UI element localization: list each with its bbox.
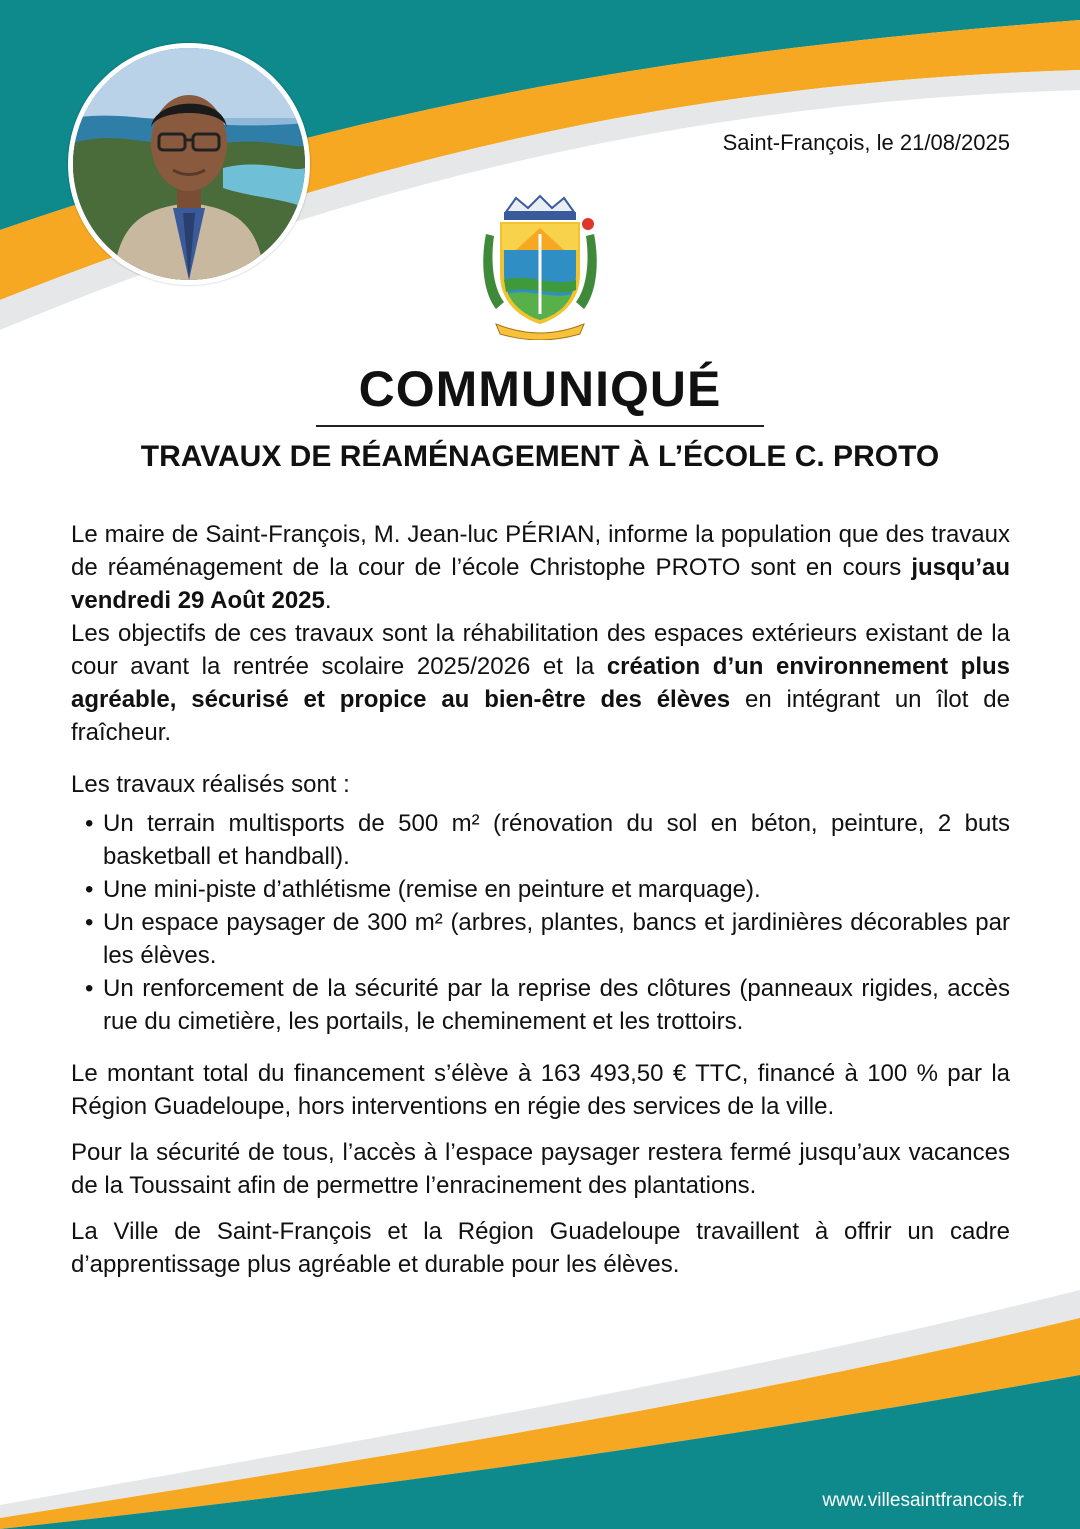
spacer [71,1038,1010,1057]
bullet-icon: • [85,810,94,837]
closing-paragraph: La Ville de Saint-François et la Région Guadeloupe travaillent à offrir un cadre d’apprentissage plus agréable et durable pour les élèves. [71,1218,1010,1278]
list-item-text: Un renforcement de la sécurité par la reprise des clôtures (panneaux rigides, accès rue du cimetière, les portails, le cheminement et les trottoirs. [103,975,1010,1035]
spacer [71,1202,1010,1215]
intro-paragraph-2 [71,617,1010,749]
list-item-text: Un terrain multisports de 500 m² (rénovation du sol en béton, peinture, 2 buts basketball et handball). [103,810,1010,870]
website-link[interactable]: www.villesaintfrancois.fr [822,1490,1024,1511]
date-line: Saint-François, le 21/08/2025 [722,130,1010,155]
works-heading: Les travaux réalisés sont : [71,771,350,798]
intro-p2-end: en intégrant un îlot de fraîcheur. [71,686,1010,746]
bullet-icon: • [85,909,94,936]
bullet-icon: • [85,975,94,1002]
intro-paragraph-1 [71,518,1010,617]
page-title: COMMUNIQUÉ [358,361,722,417]
mayor-portrait-photo [68,43,310,285]
list-item-text: Un espace paysager de 300 m² (arbres, plantes, bancs et jardinières décorables par les élèves. [103,909,1010,969]
town-crest-logo [476,194,604,340]
list-item [71,906,1010,972]
intro-p2-text: Les objectifs de ces travaux sont la réhabilitation des espaces extérieurs existant de la cour avant la rentrée scolaire 2025/2026 et la [71,620,1010,680]
communique-body [71,518,1010,1281]
list-item [71,807,1010,873]
intro-p1-text: Le maire de Saint-François, M. Jean-luc PÉRIAN, informe la population que des travaux de réaménagement de la cour de l’école Christophe PROTO sont en cours [71,521,1010,581]
intro-p1-deadline: jusqu’au vendredi 29 Août 2025 [71,554,1010,614]
list-item [71,972,1010,1038]
works-list [71,807,1010,1038]
funding-paragraph: Le montant total du financement s’élève à 163 493,50 € TTC, financé à 100 % par la Région Guadeloupe, hors interventions en régie des services de la ville. [71,1060,1010,1120]
title-underline [316,425,764,427]
bullet-icon: • [85,876,94,903]
intro-p1-end: . [324,587,332,614]
list-item [71,873,1010,906]
page-subtitle: TRAVAUX DE RÉAMÉNAGEMENT À L’ÉCOLE C. PROTO [140,440,940,473]
safety-paragraph: Pour la sécurité de tous, l’accès à l’espace paysager restera fermé jusqu’aux vacances de la Toussaint afin de permettre l’enracinement des plantations. [71,1139,1010,1199]
spacer [71,749,1010,768]
spacer [71,1123,1010,1136]
intro-p2-emphasis: création d’un environnement plus agréable, sécurisé et propice au bien-être des élèves [71,653,1011,713]
list-item-text: Une mini-piste d’athlétisme (remise en peinture et marquage). [103,876,761,903]
